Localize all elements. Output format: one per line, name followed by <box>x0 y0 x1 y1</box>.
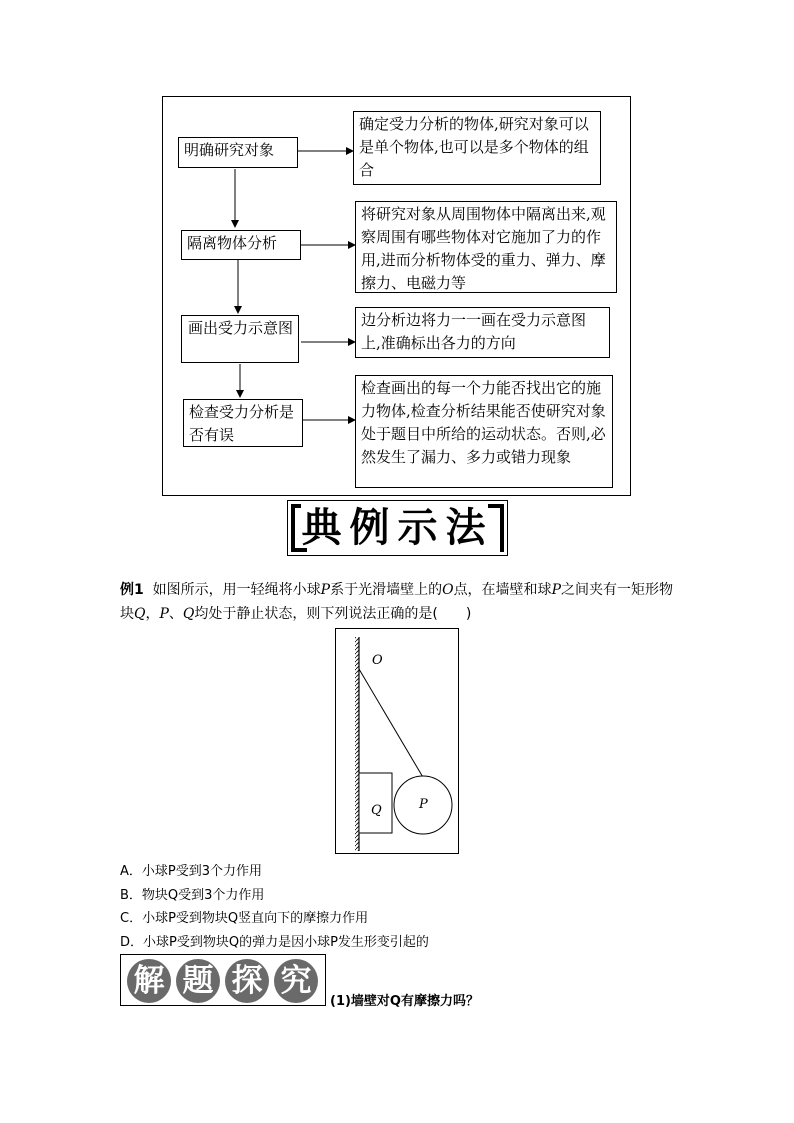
stem-var-q2: Q <box>182 606 195 622</box>
stem-var-q1: Q <box>134 606 146 622</box>
explore-char-3: 探 <box>225 959 269 1003</box>
stem-text-2: 系于光滑墙壁上的 <box>330 582 443 598</box>
stem-var-p2: P <box>551 582 561 598</box>
stem-text-7: 均处于静止状态，则下列说法正确的是( ) <box>194 606 472 622</box>
option-c[interactable]: C．小球P受到物块Q竖直向下的摩擦力作用 <box>120 911 369 926</box>
option-b[interactable]: B．物块Q受到3个力作用 <box>120 888 265 903</box>
wall-hatch <box>355 637 359 851</box>
explore-char-1: 解 <box>127 959 171 1003</box>
step-3-label: 画出受力示意图 <box>188 319 294 337</box>
label-p: P <box>419 797 428 812</box>
physics-figure <box>335 628 459 854</box>
step-2-desc-box <box>355 201 617 293</box>
step-3-desc-box <box>355 307 610 358</box>
option-d[interactable]: D．小球P受到物块Q的弹力是因小球P发生形变引起的 <box>120 935 429 950</box>
step-4-desc-box <box>355 375 613 488</box>
step-2-label: 隔离物体分析 <box>187 234 278 252</box>
section-banner <box>287 500 508 556</box>
step-4-label: 检查受力分析是否有误 <box>189 403 295 444</box>
stem-var-o: O <box>442 582 454 598</box>
explore-question-1: (1)墙壁对Q有摩擦力吗？ <box>330 994 479 1009</box>
flowchart <box>162 96 631 496</box>
stem-text-6: 、 <box>168 606 183 622</box>
stem-var-p1: P <box>320 582 331 598</box>
step-4-box <box>183 399 303 447</box>
stem-var-p3: P <box>159 606 169 622</box>
stem-text-4: 之间夹有一矩形物块 <box>120 582 673 622</box>
step-1-desc: 确定受力分析的物体,研究对象可以是单个物体,也可以是多个物体的组合 <box>359 115 589 179</box>
step-4-desc: 检查画出的每一个力能否找出它的施力物体,检查分析结果能否使研究对象处于题目中所给的运动状态。否则,必然发生了漏力、多力或错力现象 <box>361 379 606 466</box>
step-3-desc: 边分析边将力一一画在受力示意图上,准确标出各力的方向 <box>361 311 587 352</box>
question-stem <box>120 578 680 626</box>
step-1-box <box>178 137 298 168</box>
label-q: Q <box>371 803 382 818</box>
explore-char-4: 究 <box>274 959 318 1003</box>
step-1-label: 明确研究对象 <box>184 141 275 159</box>
figure-drawing <box>336 629 460 855</box>
rope-line <box>359 669 424 779</box>
step-2-box <box>181 230 301 260</box>
explore-char-2: 题 <box>176 959 220 1003</box>
explore-banner <box>120 954 326 1006</box>
step-2-desc: 将研究对象从周围物体中隔离出来,观察周围有哪些物体对它施加了力的作用,进而分析物体受的重力、弹力、摩擦力、电磁力等 <box>361 205 606 292</box>
stem-text-3: 点，在墙壁和球 <box>453 582 552 598</box>
label-o: O <box>372 653 383 668</box>
stem-text-5: ， <box>145 606 160 622</box>
option-a[interactable]: A．小球P受到3个力作用 <box>120 864 263 879</box>
stem-text-1: 如图所示，用一轻绳将小球 <box>152 582 321 598</box>
step-3-box <box>181 315 299 363</box>
banner-title: 典例示法 <box>301 504 494 551</box>
step-1-desc-box <box>353 111 601 185</box>
example-number: 例1 <box>120 582 144 598</box>
